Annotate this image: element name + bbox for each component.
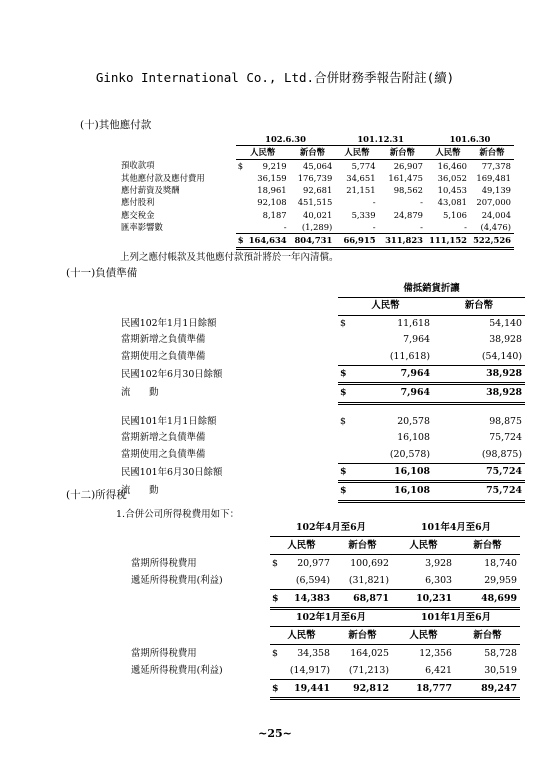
cell-value: 8,187 bbox=[262, 209, 287, 220]
cell-value: (6,594) bbox=[282, 572, 333, 590]
cell-value: 77,378 bbox=[481, 160, 511, 171]
table-row bbox=[128, 645, 520, 663]
page-number: ~25~ bbox=[258, 727, 292, 740]
column-header: 人民幣 bbox=[392, 537, 455, 555]
row-label: 遞延所得稅費用(利益) bbox=[131, 665, 223, 677]
cell-value: 36,052 bbox=[437, 172, 467, 183]
section-10-heading: (十)其他應付款 bbox=[80, 119, 152, 131]
cell-value: 804,731 bbox=[290, 234, 336, 248]
currency-sign bbox=[338, 430, 352, 446]
cell-value: 58,728 bbox=[484, 648, 517, 659]
cell-value: 98,562 bbox=[393, 185, 423, 196]
table-row bbox=[118, 447, 525, 464]
column-header: 人民幣 bbox=[335, 146, 378, 159]
cell-value: 30,519 bbox=[455, 662, 520, 680]
cell-value: - bbox=[379, 221, 426, 234]
cell-value: 45,064 bbox=[303, 160, 333, 171]
cell-value: 16,460 bbox=[437, 160, 467, 171]
period-header: 102.6.30 bbox=[236, 133, 336, 146]
cell-value: 20,977 bbox=[297, 558, 330, 569]
cell-value: 18,740 bbox=[484, 558, 517, 569]
cell-value: 66,915 bbox=[335, 234, 378, 248]
section-12-heading: (十二)所得稅 bbox=[66, 489, 127, 501]
period-header: 102年4月至6月 bbox=[270, 519, 392, 537]
table-row bbox=[118, 332, 525, 348]
table-row bbox=[118, 221, 514, 234]
table-row bbox=[118, 315, 525, 332]
cell-value: 16,108 bbox=[397, 432, 430, 444]
cell-value: 24,879 bbox=[393, 209, 423, 220]
section-11-heading: (十一)負債準備 bbox=[66, 267, 138, 279]
cell-value: 10,453 bbox=[437, 185, 467, 196]
table-row bbox=[118, 209, 514, 221]
cell-value: 522,526 bbox=[470, 234, 514, 248]
cell-value: 5,106 bbox=[443, 209, 467, 220]
cell-value: 34,358 bbox=[297, 648, 330, 659]
cell-value: 43,081 bbox=[437, 197, 467, 208]
currency-sign bbox=[270, 662, 282, 680]
cell-value: 111,152 bbox=[426, 234, 470, 248]
cell-value: 75,724 bbox=[433, 464, 525, 482]
provisions-table bbox=[118, 281, 525, 503]
currency-sign: $ bbox=[338, 482, 352, 501]
table-row bbox=[118, 196, 514, 208]
column-header: 人民幣 bbox=[236, 146, 290, 159]
cell-value: 16,108 bbox=[352, 464, 433, 482]
column-header: 新台幣 bbox=[455, 627, 520, 645]
table-row bbox=[118, 366, 525, 384]
cell-value: (1,289) bbox=[290, 221, 336, 234]
group-header: 備抵銷貨折讓 bbox=[338, 281, 525, 298]
table-row bbox=[118, 184, 514, 196]
cell-value: (71,213) bbox=[333, 662, 392, 680]
column-header: 人民幣 bbox=[426, 146, 470, 159]
row-label: 當期新增之負債準備 bbox=[121, 334, 206, 346]
currency-sign bbox=[236, 172, 246, 184]
currency-sign bbox=[338, 447, 352, 464]
total-row bbox=[128, 590, 520, 609]
table-row bbox=[118, 159, 514, 172]
cell-value: 10,231 bbox=[392, 590, 455, 609]
cell-value: 100,692 bbox=[350, 558, 389, 569]
row-label: 流 動 bbox=[121, 387, 159, 399]
cell-value: 68,871 bbox=[333, 590, 392, 609]
currency-sign: $ bbox=[270, 680, 282, 699]
cell-value: 6,421 bbox=[392, 662, 455, 680]
table-row bbox=[118, 464, 525, 482]
table-row bbox=[118, 430, 525, 446]
cell-value: 5,774 bbox=[351, 160, 376, 171]
cell-value: 5,339 bbox=[351, 209, 376, 220]
cell-value: 40,021 bbox=[303, 209, 333, 220]
total-row bbox=[128, 680, 520, 699]
section-10-note: 上列之應付帳款及其他應付款預計將於一年內清償。 bbox=[120, 252, 339, 263]
currency-sign bbox=[236, 209, 246, 221]
table-row bbox=[128, 572, 520, 590]
row-label: 遞延所得稅費用(利益) bbox=[131, 575, 223, 587]
cell-value: 14,383 bbox=[282, 590, 333, 609]
income-tax-table-q2 bbox=[128, 519, 520, 610]
cell-value: (20,578) bbox=[352, 447, 433, 464]
currency-sign: $ bbox=[340, 317, 346, 329]
cell-value: 311,823 bbox=[379, 234, 426, 248]
cell-value: (14,917) bbox=[282, 662, 333, 680]
column-header: 新台幣 bbox=[455, 537, 520, 555]
row-label: 應付股利 bbox=[121, 197, 155, 208]
cell-value: 19,441 bbox=[282, 680, 333, 699]
cell-value: 451,515 bbox=[297, 197, 333, 208]
table-row bbox=[118, 482, 525, 501]
cell-value: 7,964 bbox=[352, 366, 433, 384]
row-label: 當期使用之負債準備 bbox=[121, 350, 206, 362]
cell-value: 21,151 bbox=[346, 185, 376, 196]
cell-value: 54,140 bbox=[489, 317, 522, 329]
currency-sign bbox=[270, 572, 282, 590]
section-12-intro: 1.合併公司所得稅費用如下： bbox=[116, 509, 240, 520]
table-row bbox=[118, 349, 525, 366]
cell-value: 38,928 bbox=[433, 366, 525, 384]
row-label: 民國102年6月30日餘額 bbox=[121, 368, 223, 380]
cell-value: 16,108 bbox=[352, 482, 433, 501]
cell-value: 34,651 bbox=[346, 172, 376, 183]
cell-value: 12,356 bbox=[419, 648, 452, 659]
cell-value: - bbox=[420, 197, 423, 208]
cell-value: (11,618) bbox=[352, 349, 433, 366]
cell-value: 207,000 bbox=[476, 197, 511, 208]
cell-value: 92,681 bbox=[303, 185, 333, 196]
cell-value: - bbox=[246, 221, 290, 234]
cell-value: - bbox=[372, 197, 376, 208]
cell-value: 48,699 bbox=[455, 590, 520, 609]
total-row bbox=[118, 234, 514, 248]
cell-value: 92,108 bbox=[257, 197, 287, 208]
income-tax-table-h1 bbox=[128, 609, 520, 700]
cell-value: 36,159 bbox=[257, 172, 287, 183]
period-header: 101.6.30 bbox=[426, 133, 514, 146]
other-payables-table bbox=[118, 133, 514, 250]
row-label: 預收款項 bbox=[121, 160, 155, 171]
cell-value: 164,634 bbox=[246, 234, 290, 248]
cell-value: 26,907 bbox=[393, 160, 423, 171]
cell-value: 7,964 bbox=[403, 334, 430, 346]
column-header: 新台幣 bbox=[379, 146, 426, 159]
table-row bbox=[128, 555, 520, 573]
table-row bbox=[118, 414, 525, 430]
cell-value: 9,219 bbox=[262, 160, 287, 171]
row-label: 當期所得稅費用 bbox=[131, 557, 197, 569]
row-label: 當期所得稅費用 bbox=[131, 647, 197, 659]
currency-sign bbox=[338, 349, 352, 366]
column-header: 新台幣 bbox=[333, 627, 392, 645]
currency-sign bbox=[236, 221, 246, 234]
cell-value: 161,475 bbox=[388, 172, 423, 183]
column-header: 新台幣 bbox=[433, 298, 525, 315]
row-label: 民國102年1月1日餘額 bbox=[121, 317, 217, 329]
cell-value: (54,140) bbox=[433, 349, 525, 366]
row-label: 匯率影響數 bbox=[121, 222, 163, 233]
currency-sign: $ bbox=[270, 590, 282, 609]
cell-value: 20,578 bbox=[397, 415, 430, 427]
cell-value: 11,618 bbox=[397, 317, 430, 329]
cell-value: 49,139 bbox=[481, 185, 511, 196]
row-label: 應付薪資及獎酬 bbox=[121, 185, 180, 196]
currency-sign: $ bbox=[272, 648, 278, 659]
cell-value: - bbox=[426, 221, 470, 234]
row-label: 當期使用之負債準備 bbox=[121, 448, 206, 460]
column-header: 人民幣 bbox=[270, 537, 333, 555]
cell-value: 7,964 bbox=[352, 384, 433, 403]
currency-sign: $ bbox=[338, 366, 352, 384]
cell-value: 38,928 bbox=[489, 334, 522, 346]
table-row bbox=[118, 172, 514, 184]
row-label: 流 動 bbox=[121, 485, 159, 497]
column-header: 人民幣 bbox=[270, 627, 333, 645]
currency-sign bbox=[236, 184, 246, 196]
period-header: 102年1月至6月 bbox=[270, 609, 392, 627]
cell-value: 18,777 bbox=[392, 680, 455, 699]
cell-value: 169,481 bbox=[476, 172, 511, 183]
period-header: 101年1月至6月 bbox=[392, 609, 520, 627]
period-header: 101年4月至6月 bbox=[392, 519, 520, 537]
cell-value: 3,928 bbox=[425, 558, 452, 569]
row-label: 民國101年6月30日餘額 bbox=[121, 466, 223, 478]
table-row bbox=[118, 384, 525, 403]
cell-value: 24,004 bbox=[481, 209, 511, 220]
cell-value: (98,875) bbox=[433, 447, 525, 464]
currency-sign: $ bbox=[237, 160, 244, 171]
cell-value: 29,959 bbox=[455, 572, 520, 590]
cell-value: 18,961 bbox=[257, 185, 287, 196]
cell-value: - bbox=[335, 221, 378, 234]
column-header: 新台幣 bbox=[470, 146, 514, 159]
cell-value: 6,303 bbox=[392, 572, 455, 590]
currency-sign bbox=[236, 196, 246, 208]
cell-value: 176,739 bbox=[297, 172, 333, 183]
cell-value: (31,821) bbox=[333, 572, 392, 590]
row-label: 其他應付款及應付費用 bbox=[121, 172, 205, 183]
table-row bbox=[128, 662, 520, 680]
column-header: 新台幣 bbox=[290, 146, 336, 159]
currency-sign: $ bbox=[338, 384, 352, 403]
column-header: 新台幣 bbox=[333, 537, 392, 555]
cell-value: 164,025 bbox=[350, 648, 389, 659]
currency-sign: $ bbox=[272, 558, 278, 569]
cell-value: (4,476) bbox=[470, 221, 514, 234]
cell-value: 89,247 bbox=[455, 680, 520, 699]
period-header: 101.12.31 bbox=[335, 133, 426, 146]
cell-value: 92,812 bbox=[333, 680, 392, 699]
row-label: 當期新增之負債準備 bbox=[121, 432, 206, 444]
currency-sign: $ bbox=[236, 234, 246, 248]
currency-sign bbox=[338, 332, 352, 348]
cell-value: 75,724 bbox=[489, 432, 522, 444]
column-header: 人民幣 bbox=[392, 627, 455, 645]
row-label: 應交稅金 bbox=[121, 209, 155, 220]
cell-value: 75,724 bbox=[433, 482, 525, 501]
cell-value: 98,875 bbox=[489, 415, 522, 427]
column-header: 人民幣 bbox=[338, 298, 433, 315]
currency-sign: $ bbox=[338, 464, 352, 482]
row-label: 民國101年1月1日餘額 bbox=[121, 415, 217, 427]
cell-value: 38,928 bbox=[433, 384, 525, 403]
page-title: Ginko International Co., Ltd.合併財務季報告附註(續) bbox=[95, 70, 455, 85]
currency-sign: $ bbox=[340, 415, 346, 427]
